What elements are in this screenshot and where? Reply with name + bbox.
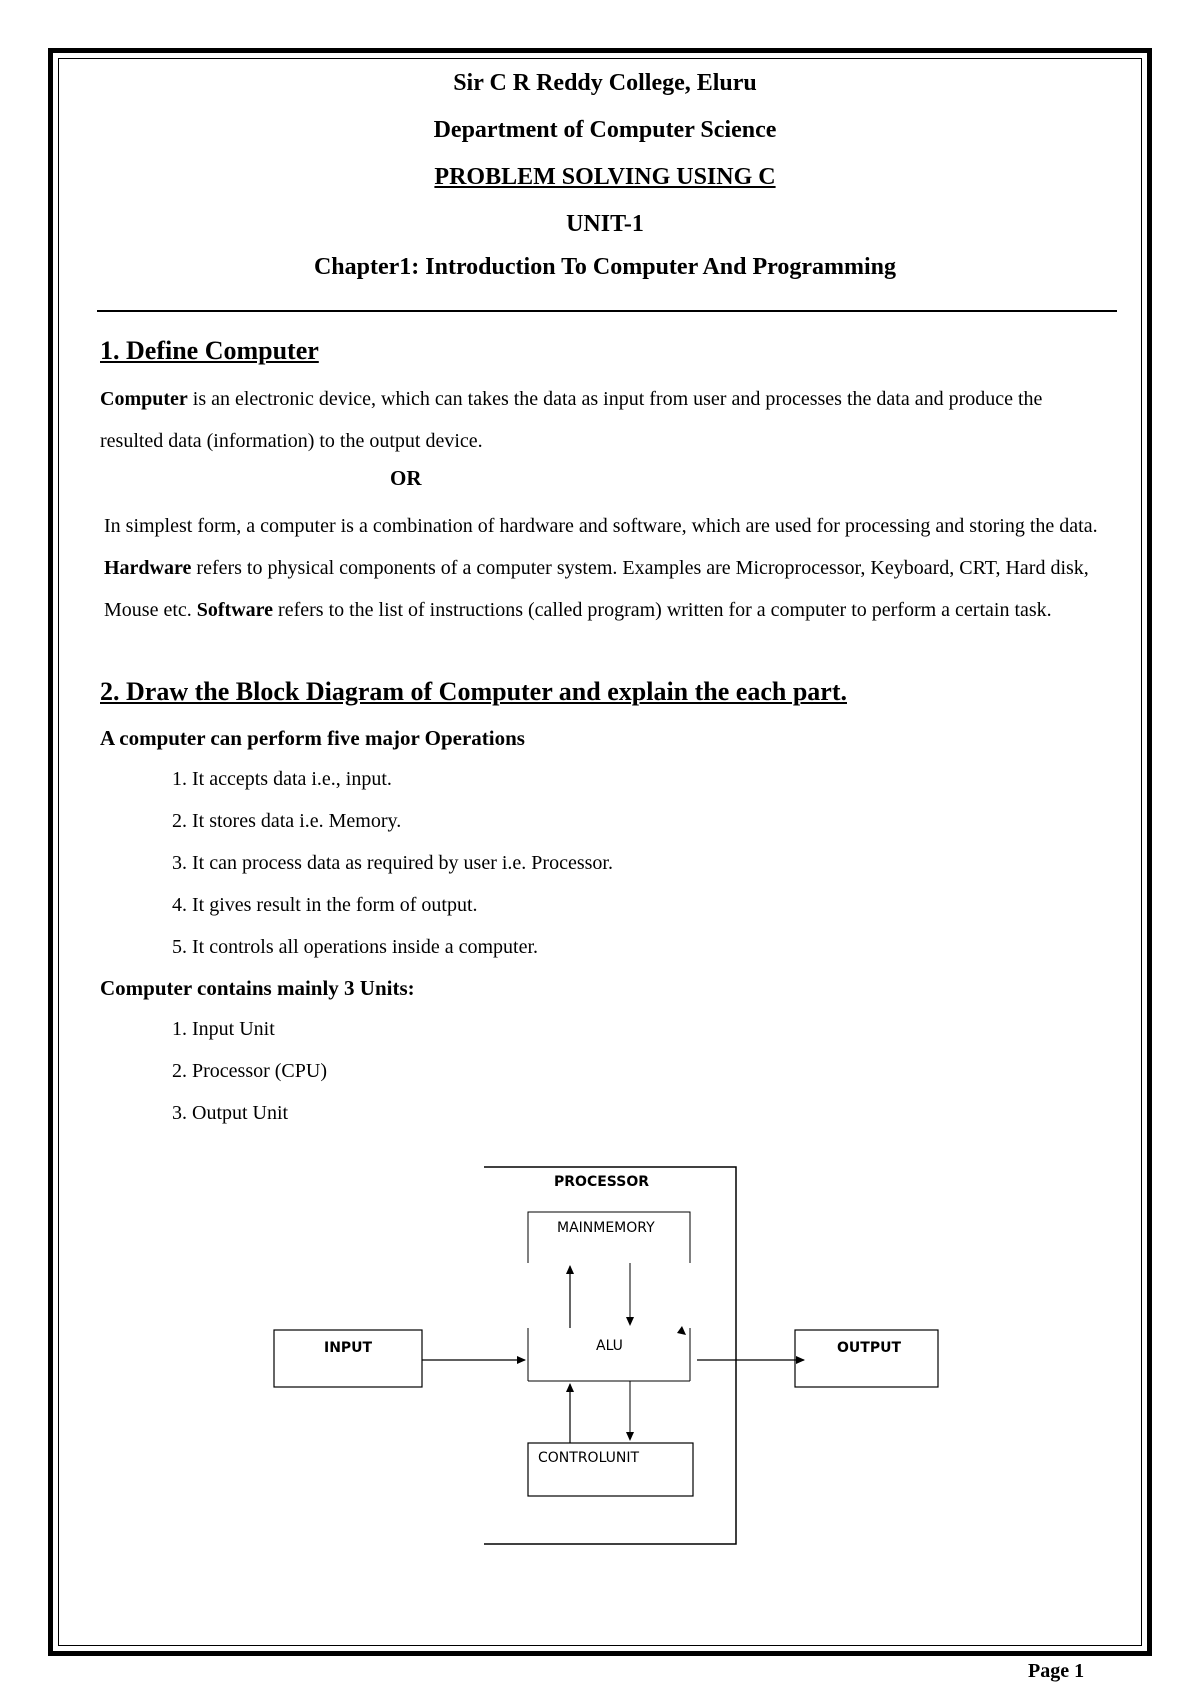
list-item: 2. Processor (CPU) bbox=[172, 1060, 327, 1082]
list-item: 2. It stores data i.e. Memory. bbox=[172, 810, 402, 832]
section1-heading: 1. Define Computer bbox=[100, 336, 319, 365]
or-separator: OR bbox=[390, 466, 422, 490]
definition-text: is an electronic device, which can takes the data as input from user and processes the data and produce the resulted data (information) to the output device. bbox=[100, 388, 1043, 452]
output-label: OUTPUT bbox=[837, 1340, 901, 1356]
list-item: 3. Output Unit bbox=[172, 1102, 289, 1124]
section2-heading: 2. Draw the Block Diagram of Computer and explain the each part. bbox=[100, 677, 847, 706]
input-label: INPUT bbox=[324, 1340, 373, 1356]
alu-box bbox=[528, 1328, 690, 1381]
alt-definition-part-a: In simplest form, a computer is a combination of hardware and software, which are used for processing and storing the data. bbox=[104, 515, 1098, 537]
units-heading: Computer contains mainly 3 Units: bbox=[100, 976, 415, 1000]
term-hardware: Hardware bbox=[104, 557, 192, 579]
college-name: Sir C R Reddy College, Eluru bbox=[453, 70, 757, 96]
list-item: 4. It gives result in the form of output. bbox=[172, 894, 478, 916]
unit-label: UNIT-1 bbox=[566, 211, 644, 237]
list-item: 1. It accepts data i.e., input. bbox=[172, 768, 392, 790]
chapter-title: Chapter1: Introduction To Computer And Programming bbox=[313, 254, 897, 280]
department-name: Department of Computer Science bbox=[433, 117, 777, 143]
page-number: Page 1 bbox=[1028, 1660, 1085, 1682]
list-item: 5. It controls all operations inside a computer. bbox=[172, 936, 539, 958]
main-memory-label: MAINMEMORY bbox=[557, 1220, 655, 1236]
operations-heading: A computer can perform five major Operations bbox=[100, 726, 525, 750]
list-item: 3. It can process data as required by user i.e. Processor. bbox=[172, 852, 613, 874]
processor-label: PROCESSOR bbox=[554, 1174, 649, 1190]
term-computer: Computer bbox=[100, 388, 188, 410]
subject-title: PROBLEM SOLVING USING C bbox=[434, 164, 776, 190]
control-unit-label: CONTROLUNIT bbox=[538, 1450, 640, 1466]
input-box bbox=[274, 1330, 422, 1387]
alt-definition-part-c: refers to the list of instructions (called program) written for a computer to perform a certain task. bbox=[273, 599, 1052, 621]
term-software: Software bbox=[196, 599, 274, 621]
output-box bbox=[795, 1330, 938, 1387]
arrow-tick-mark bbox=[677, 1326, 686, 1335]
alu-label: ALU bbox=[596, 1338, 623, 1354]
list-item: 1. Input Unit bbox=[172, 1018, 275, 1040]
alt-definition-part-b: refers to physical components of a computer system. Examples are Microprocessor, Keyboard, CRT, Hard disk, Mouse etc. bbox=[104, 557, 1089, 621]
